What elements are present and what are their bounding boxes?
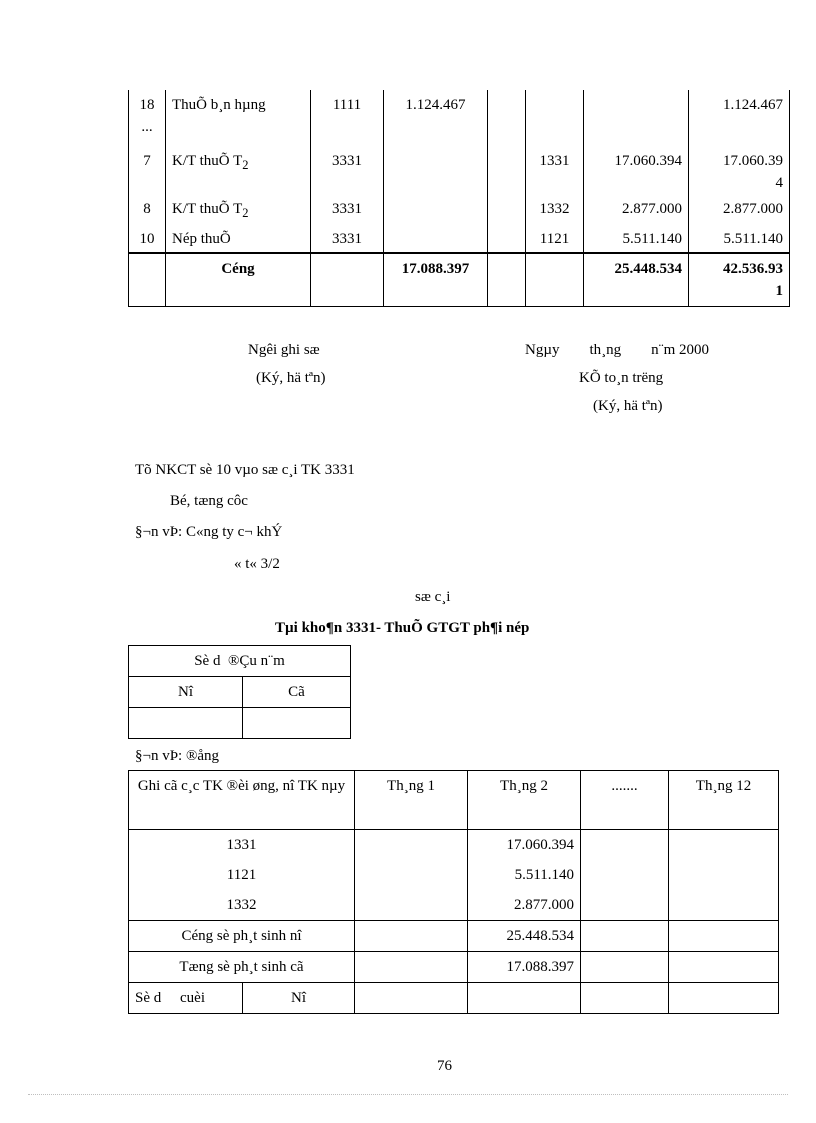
row-acct: 3331 — [311, 194, 384, 224]
credit-label: Cã — [243, 677, 351, 708]
col-header-ellipsis: ....... — [581, 771, 669, 830]
account-title: Tµi kho¶n 3331- ThuÕ GTGT ph¶i nép — [275, 620, 530, 636]
row-acct: 1111 — [311, 90, 384, 118]
table-row — [129, 90, 790, 118]
row-contra: 1121 — [526, 224, 584, 253]
month2-value: 17.060.394 — [468, 830, 581, 861]
table-row — [129, 194, 790, 224]
row-no: 8 — [129, 194, 166, 224]
table-header-row — [129, 771, 779, 830]
col-header-month1: Th¸ng 1 — [355, 771, 468, 830]
table-row — [129, 146, 790, 194]
unit-name-cont: « t« 3/2 — [234, 556, 280, 572]
total-credit-month2: 17.088.397 — [468, 952, 581, 983]
row-balance: 17.060.39 4 — [689, 146, 790, 194]
opening-balance-header: Sè d ®Çu n¨m — [129, 646, 351, 677]
debit-value — [129, 708, 243, 739]
row-balance: 5.511.140 — [689, 224, 790, 253]
row-no: 18 — [129, 90, 166, 118]
total-credit-label: Tæng sè ph¸t sinh cã — [129, 952, 355, 983]
row-acct: 3331 — [311, 146, 384, 194]
closing-debit-label: Nî — [243, 983, 355, 1014]
ministry-line: Bé, tæng côc — [170, 493, 248, 509]
row-acct: 3331 — [311, 224, 384, 253]
table-row — [129, 830, 779, 861]
chief-accountant-title: KÕ to¸n trëng — [579, 370, 664, 386]
row-balance: 2.877.000 — [689, 194, 790, 224]
total-balance: 42.536.93 1 — [689, 253, 790, 307]
col-header-month12: Th¸ng 12 — [669, 771, 779, 830]
preparer-note: (Ký, hä tªn) — [256, 370, 326, 386]
page-number: 76 — [437, 1058, 452, 1074]
table-row — [129, 952, 779, 983]
row-desc: K/T thuÕ $T_2$ — [166, 146, 311, 194]
table-row — [129, 983, 779, 1014]
preparer-title: Ngêi ghi sæ — [248, 342, 320, 358]
contra-account: 1121 — [129, 860, 355, 890]
row-contra — [526, 90, 584, 118]
row-credit — [584, 90, 689, 118]
month2-value: 2.877.000 — [468, 890, 581, 921]
unit-name-line: §¬n vÞ: C«ng ty c¬ khÝ — [135, 524, 283, 540]
row-desc: ThuÕ b¸n hµng — [166, 90, 311, 118]
table-row — [129, 921, 779, 952]
table-row — [129, 890, 779, 921]
row-credit: 17.060.394 — [584, 146, 689, 194]
table-row — [129, 224, 790, 253]
row-debit: 1.124.467 — [384, 90, 488, 118]
table-row — [129, 677, 351, 708]
row-no: ... — [129, 118, 166, 146]
opening-balance-table — [128, 645, 351, 739]
total-credit: 25.448.534 — [584, 253, 689, 307]
row-empty — [488, 90, 526, 118]
table-row — [129, 860, 779, 890]
col-header-month2: Th¸ng 2 — [468, 771, 581, 830]
ledger-table — [128, 90, 790, 307]
contra-account: 1332 — [129, 890, 355, 921]
total-row — [129, 253, 790, 307]
row-desc: K/T thuÕ $T_2$ — [166, 194, 311, 224]
page-bottom-rule — [28, 1094, 788, 1095]
closing-balance-label: Sè d cuèi — [129, 983, 243, 1014]
book-title: sæ c¸i — [415, 589, 451, 605]
row-no: 7 — [129, 146, 166, 194]
row-no: 10 — [129, 224, 166, 253]
chief-accountant-note: (Ký, hä tªn) — [593, 398, 663, 414]
table-row — [129, 646, 351, 677]
row-desc: Nép thuÕ — [166, 224, 311, 253]
currency-unit: §¬n vÞ: ®ång — [135, 748, 220, 764]
transfer-line: Tõ NKCT sè 10 vµo sæ c¸i TK 3331 — [135, 462, 355, 478]
row-credit: 5.511.140 — [584, 224, 689, 253]
credit-value — [243, 708, 351, 739]
total-label: Céng — [166, 253, 311, 307]
row-contra: 1331 — [526, 146, 584, 194]
debit-label: Nî — [129, 677, 243, 708]
row-balance: 1.124.467 — [689, 90, 790, 118]
monthly-table — [128, 770, 779, 1014]
table-row — [129, 708, 351, 739]
contra-account: 1331 — [129, 830, 355, 861]
total-debit: 17.088.397 — [384, 253, 488, 307]
table-row — [129, 118, 790, 146]
row-contra: 1332 — [526, 194, 584, 224]
row-credit: 2.877.000 — [584, 194, 689, 224]
total-debit-label: Céng sè ph¸t sinh nî — [129, 921, 355, 952]
col-header-accounts: Ghi cã c¸c TK ®èi øng, nî TK nµy — [129, 771, 355, 830]
total-debit-month2: 25.448.534 — [468, 921, 581, 952]
month2-value: 5.511.140 — [468, 860, 581, 890]
date-line: Ngµy th¸ng n¨m 2000 — [525, 342, 710, 358]
